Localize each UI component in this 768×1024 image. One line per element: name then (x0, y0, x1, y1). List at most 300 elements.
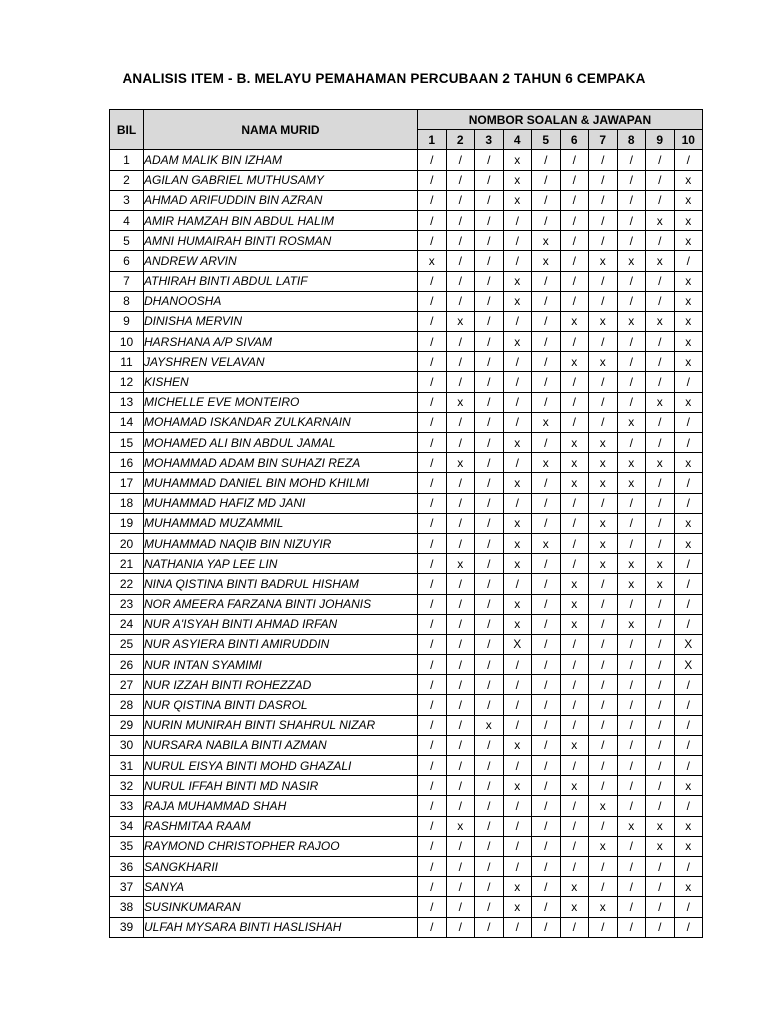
student-name: NUR A'ISYAH BINTI AHMAD IRFAN (144, 614, 418, 634)
answer-mark: / (532, 352, 561, 372)
answer-mark: / (503, 392, 532, 412)
answer-mark: / (532, 715, 561, 735)
student-name: AGILAN GABRIEL MUTHUSAMY (144, 170, 418, 190)
answer-mark: / (475, 554, 504, 574)
answer-mark: / (646, 332, 675, 352)
answer-mark: / (446, 332, 475, 352)
table-row (110, 655, 703, 675)
answer-mark: / (646, 675, 675, 695)
answer-mark: x (617, 412, 646, 432)
answer-mark: / (418, 311, 447, 331)
answer-mark: / (674, 433, 703, 453)
answer-mark: x (589, 433, 618, 453)
answer-mark: X (503, 634, 532, 654)
answer-mark: x (617, 473, 646, 493)
answer-mark: / (475, 756, 504, 776)
answer-mark: / (674, 917, 703, 937)
answer-mark: / (646, 877, 675, 897)
answer-mark: x (503, 433, 532, 453)
answer-mark: / (617, 170, 646, 190)
answer-mark: / (617, 877, 646, 897)
student-name: AHMAD ARIFUDDIN BIN AZRAN (144, 190, 418, 210)
answer-mark: / (589, 816, 618, 836)
row-number: 29 (110, 715, 144, 735)
answer-mark: x (560, 877, 589, 897)
answer-mark: x (646, 574, 675, 594)
answer-mark: x (560, 574, 589, 594)
student-name: MUHAMMAD NAQIB BIN NIZUYIR (144, 533, 418, 553)
table-row (110, 352, 703, 372)
answer-mark: / (418, 735, 447, 755)
answer-mark: / (560, 332, 589, 352)
answer-mark: / (532, 392, 561, 412)
answer-mark: / (418, 513, 447, 533)
answer-mark: / (532, 614, 561, 634)
answer-mark: / (532, 574, 561, 594)
row-number: 9 (110, 311, 144, 331)
answer-mark: / (446, 574, 475, 594)
student-name: AMIR HAMZAH BIN ABDUL HALIM (144, 210, 418, 230)
answer-mark: x (646, 210, 675, 230)
answer-mark: x (674, 210, 703, 230)
row-number: 13 (110, 392, 144, 412)
answer-mark: / (617, 271, 646, 291)
answer-mark: / (560, 836, 589, 856)
answer-mark: / (646, 533, 675, 553)
answer-mark: / (617, 594, 646, 614)
answer-mark: / (475, 412, 504, 432)
answer-mark: / (446, 856, 475, 876)
student-name: MUHAMMAD HAFIZ MD JANI (144, 493, 418, 513)
answer-mark: / (503, 816, 532, 836)
student-name: DHANOOSHA (144, 291, 418, 311)
table-row (110, 796, 703, 816)
answer-mark: / (617, 190, 646, 210)
answer-mark: / (418, 776, 447, 796)
answer-mark: / (418, 695, 447, 715)
answer-mark: / (475, 453, 504, 473)
answer-mark: / (560, 170, 589, 190)
answer-mark: / (418, 655, 447, 675)
table-row (110, 231, 703, 251)
answer-mark: x (560, 433, 589, 453)
answer-mark: x (674, 816, 703, 836)
answer-mark: / (532, 756, 561, 776)
answer-mark: / (503, 756, 532, 776)
table-row (110, 392, 703, 412)
answer-mark: / (446, 412, 475, 432)
answer-mark: / (418, 917, 447, 937)
answer-mark: x (503, 776, 532, 796)
answer-mark: / (617, 210, 646, 230)
answer-mark: / (646, 412, 675, 432)
answer-mark: x (674, 190, 703, 210)
row-number: 35 (110, 836, 144, 856)
answer-mark: / (646, 352, 675, 372)
answer-mark: x (503, 614, 532, 634)
answer-mark: / (503, 917, 532, 937)
answer-mark: / (418, 210, 447, 230)
question-number: 8 (617, 130, 646, 150)
answer-mark: / (617, 332, 646, 352)
answer-mark: x (532, 412, 561, 432)
answer-mark: / (475, 291, 504, 311)
answer-mark: x (674, 513, 703, 533)
answer-mark: / (617, 756, 646, 776)
answer-mark: x (617, 453, 646, 473)
answer-mark: / (418, 372, 447, 392)
student-name: ULFAH MYSARA BINTI HASLISHAH (144, 917, 418, 937)
student-name: RASHMITAA RAAM (144, 816, 418, 836)
student-name: NURUL IFFAH BINTI MD NASIR (144, 776, 418, 796)
answer-mark: x (674, 533, 703, 553)
table-row (110, 372, 703, 392)
student-name: MUHAMMAD DANIEL BIN MOHD KHILMI (144, 473, 418, 493)
answer-mark: / (589, 170, 618, 190)
answer-mark: / (617, 675, 646, 695)
answer-mark: / (503, 412, 532, 432)
answer-mark: / (503, 372, 532, 392)
answer-mark: x (589, 453, 618, 473)
answer-mark: / (532, 210, 561, 230)
answer-mark: x (646, 836, 675, 856)
answer-mark: / (503, 231, 532, 251)
answer-mark: / (418, 897, 447, 917)
answer-mark: X (674, 634, 703, 654)
answer-mark: x (589, 473, 618, 493)
answer-mark: x (503, 332, 532, 352)
student-name: NUR IZZAH BINTI ROHEZZAD (144, 675, 418, 695)
answer-mark: / (418, 796, 447, 816)
answer-mark: / (475, 513, 504, 533)
answer-mark: / (617, 231, 646, 251)
answer-mark: / (589, 210, 618, 230)
answer-mark: / (674, 493, 703, 513)
answer-mark: / (617, 392, 646, 412)
row-number: 30 (110, 735, 144, 755)
row-number: 38 (110, 897, 144, 917)
answer-mark: / (646, 150, 675, 170)
answer-mark: / (589, 917, 618, 937)
answer-mark: / (475, 190, 504, 210)
answer-mark: / (532, 190, 561, 210)
answer-mark: / (446, 473, 475, 493)
student-name: NINA QISTINA BINTI BADRUL HISHAM (144, 574, 418, 594)
answer-mark: / (418, 533, 447, 553)
answer-mark: / (560, 251, 589, 271)
table-row (110, 715, 703, 735)
answer-mark: / (475, 493, 504, 513)
answer-mark: / (418, 877, 447, 897)
answer-mark: x (674, 231, 703, 251)
answer-mark: x (532, 231, 561, 251)
question-number: 10 (674, 130, 703, 150)
answer-mark: / (532, 150, 561, 170)
answer-mark: / (617, 695, 646, 715)
student-name: NUR INTAN SYAMIMI (144, 655, 418, 675)
answer-mark: / (560, 412, 589, 432)
answer-mark: / (532, 675, 561, 695)
answer-mark: / (674, 594, 703, 614)
table-row (110, 735, 703, 755)
row-number: 21 (110, 554, 144, 574)
answer-mark: / (674, 675, 703, 695)
answer-mark: / (674, 735, 703, 755)
answer-mark: x (674, 453, 703, 473)
answer-mark: / (617, 533, 646, 553)
answer-mark: / (532, 513, 561, 533)
answer-mark: / (418, 856, 447, 876)
answer-mark: x (503, 473, 532, 493)
answer-mark: / (503, 675, 532, 695)
answer-mark: / (475, 433, 504, 453)
answer-mark: / (475, 917, 504, 937)
answer-mark: / (646, 856, 675, 876)
table-row (110, 554, 703, 574)
answer-mark: / (446, 634, 475, 654)
table-row (110, 473, 703, 493)
student-name: SANYA (144, 877, 418, 897)
answer-mark: / (532, 816, 561, 836)
answer-mark: / (646, 493, 675, 513)
answer-mark: / (418, 190, 447, 210)
answer-mark: x (646, 251, 675, 271)
answer-mark: / (418, 150, 447, 170)
answer-mark: / (418, 433, 447, 453)
answer-mark: x (674, 352, 703, 372)
answer-mark: x (589, 796, 618, 816)
answer-mark: / (674, 796, 703, 816)
answer-mark: / (446, 897, 475, 917)
answer-mark: / (446, 675, 475, 695)
row-number: 22 (110, 574, 144, 594)
row-number: 7 (110, 271, 144, 291)
answer-mark: / (418, 473, 447, 493)
answer-mark: / (646, 372, 675, 392)
answer-mark: / (532, 594, 561, 614)
answer-mark: / (560, 513, 589, 533)
answer-mark: / (532, 554, 561, 574)
answer-mark: / (617, 291, 646, 311)
student-name: ADAM MALIK BIN IZHAM (144, 150, 418, 170)
answer-mark: / (646, 735, 675, 755)
row-number: 4 (110, 210, 144, 230)
answer-mark: / (475, 150, 504, 170)
answer-mark: / (589, 150, 618, 170)
answer-mark: / (475, 210, 504, 230)
table-row (110, 150, 703, 170)
row-number: 15 (110, 433, 144, 453)
answer-mark: x (674, 311, 703, 331)
student-name: SUSINKUMARAN (144, 897, 418, 917)
answer-mark: x (560, 735, 589, 755)
table-row (110, 594, 703, 614)
answer-mark: x (674, 776, 703, 796)
answer-mark: / (560, 271, 589, 291)
row-number: 27 (110, 675, 144, 695)
student-rows (110, 150, 703, 937)
answer-mark: / (475, 352, 504, 372)
answer-mark: / (646, 695, 675, 715)
answer-mark: / (446, 917, 475, 937)
answer-mark: / (560, 816, 589, 836)
answer-mark: / (503, 695, 532, 715)
answer-mark: / (646, 614, 675, 634)
answer-mark: / (674, 856, 703, 876)
answer-mark: / (532, 170, 561, 190)
row-number: 17 (110, 473, 144, 493)
table-row (110, 190, 703, 210)
answer-mark: / (617, 433, 646, 453)
answer-mark: x (589, 352, 618, 372)
student-name: MOHAMED ALI BIN ABDUL JAMAL (144, 433, 418, 453)
answer-mark: / (475, 271, 504, 291)
answer-mark: x (560, 311, 589, 331)
question-number: 3 (475, 130, 504, 150)
answer-mark: x (617, 574, 646, 594)
row-number: 12 (110, 372, 144, 392)
answer-mark: / (418, 352, 447, 372)
answer-mark: / (532, 836, 561, 856)
answer-mark: x (532, 533, 561, 553)
answer-mark: / (475, 231, 504, 251)
answer-mark: / (475, 594, 504, 614)
row-number: 26 (110, 655, 144, 675)
answer-mark: / (532, 291, 561, 311)
answer-mark: / (646, 776, 675, 796)
table-row (110, 776, 703, 796)
student-name: MOHAMMAD ADAM BIN SUHAZI REZA (144, 453, 418, 473)
student-name: DINISHA MERVIN (144, 311, 418, 331)
answer-mark: x (646, 554, 675, 574)
answer-mark: / (446, 433, 475, 453)
answer-mark: / (589, 776, 618, 796)
answer-mark: / (475, 856, 504, 876)
answer-mark: / (475, 897, 504, 917)
answer-mark: / (418, 594, 447, 614)
answer-mark: / (446, 493, 475, 513)
answer-mark: / (475, 655, 504, 675)
answer-mark: x (646, 816, 675, 836)
answer-mark: x (560, 453, 589, 473)
answer-mark: / (418, 554, 447, 574)
answer-mark: x (503, 594, 532, 614)
row-number: 25 (110, 634, 144, 654)
answer-mark: x (503, 533, 532, 553)
question-number: 7 (589, 130, 618, 150)
answer-mark: / (475, 533, 504, 553)
answer-mark: X (674, 655, 703, 675)
answer-mark: x (475, 715, 504, 735)
answer-mark: / (446, 594, 475, 614)
table-row (110, 877, 703, 897)
answer-mark: / (418, 291, 447, 311)
answer-mark: x (446, 311, 475, 331)
answer-mark: / (475, 735, 504, 755)
student-name: NOR AMEERA FARZANA BINTI JOHANIS (144, 594, 418, 614)
student-name: MUHAMMAD MUZAMMIL (144, 513, 418, 533)
question-number: 9 (646, 130, 675, 150)
row-number: 37 (110, 877, 144, 897)
student-name: HARSHANA A/P SIVAM (144, 332, 418, 352)
answer-mark: x (589, 897, 618, 917)
header-nama-murid: NAMA MURID (144, 110, 418, 150)
answer-mark: / (589, 594, 618, 614)
answer-mark: / (446, 210, 475, 230)
answer-mark: / (503, 210, 532, 230)
answer-mark: / (418, 170, 447, 190)
answer-mark: / (589, 392, 618, 412)
answer-mark: / (446, 655, 475, 675)
answer-mark: / (503, 715, 532, 735)
answer-mark: / (589, 614, 618, 634)
answer-mark: / (503, 311, 532, 331)
row-number: 16 (110, 453, 144, 473)
answer-mark: / (617, 856, 646, 876)
answer-mark: / (589, 856, 618, 876)
answer-mark: / (674, 554, 703, 574)
answer-mark: / (560, 210, 589, 230)
answer-mark: / (446, 352, 475, 372)
answer-mark: / (446, 836, 475, 856)
answer-mark: / (617, 634, 646, 654)
table-row (110, 412, 703, 432)
table-row (110, 917, 703, 937)
answer-mark: x (674, 271, 703, 291)
table-row (110, 170, 703, 190)
student-name: MICHELLE EVE MONTEIRO (144, 392, 418, 412)
row-number: 5 (110, 231, 144, 251)
answer-mark: x (589, 251, 618, 271)
answer-mark: x (589, 836, 618, 856)
answer-mark: / (646, 634, 675, 654)
answer-mark: / (674, 897, 703, 917)
answer-mark: / (617, 150, 646, 170)
answer-mark: x (674, 291, 703, 311)
answer-mark: x (560, 352, 589, 372)
row-number: 19 (110, 513, 144, 533)
row-number: 6 (110, 251, 144, 271)
answer-mark: / (617, 836, 646, 856)
table-row (110, 856, 703, 876)
answer-mark: / (674, 372, 703, 392)
table-row (110, 816, 703, 836)
answer-mark: / (532, 655, 561, 675)
answer-mark: / (475, 251, 504, 271)
answer-mark: / (446, 190, 475, 210)
table-row (110, 675, 703, 695)
row-number: 3 (110, 190, 144, 210)
answer-mark: / (418, 715, 447, 735)
answer-mark: / (589, 675, 618, 695)
student-name: AMNI HUMAIRAH BINTI ROSMAN (144, 231, 418, 251)
row-number: 33 (110, 796, 144, 816)
table-row (110, 271, 703, 291)
answer-mark: / (532, 796, 561, 816)
answer-mark: / (503, 574, 532, 594)
answer-mark: x (674, 170, 703, 190)
answer-mark: x (446, 554, 475, 574)
answer-mark: / (446, 150, 475, 170)
answer-mark: / (475, 614, 504, 634)
answer-mark: / (475, 372, 504, 392)
row-number: 11 (110, 352, 144, 372)
answer-mark: x (617, 311, 646, 331)
answer-mark: / (446, 372, 475, 392)
answer-mark: / (446, 695, 475, 715)
row-number: 34 (110, 816, 144, 836)
answer-mark: x (617, 554, 646, 574)
